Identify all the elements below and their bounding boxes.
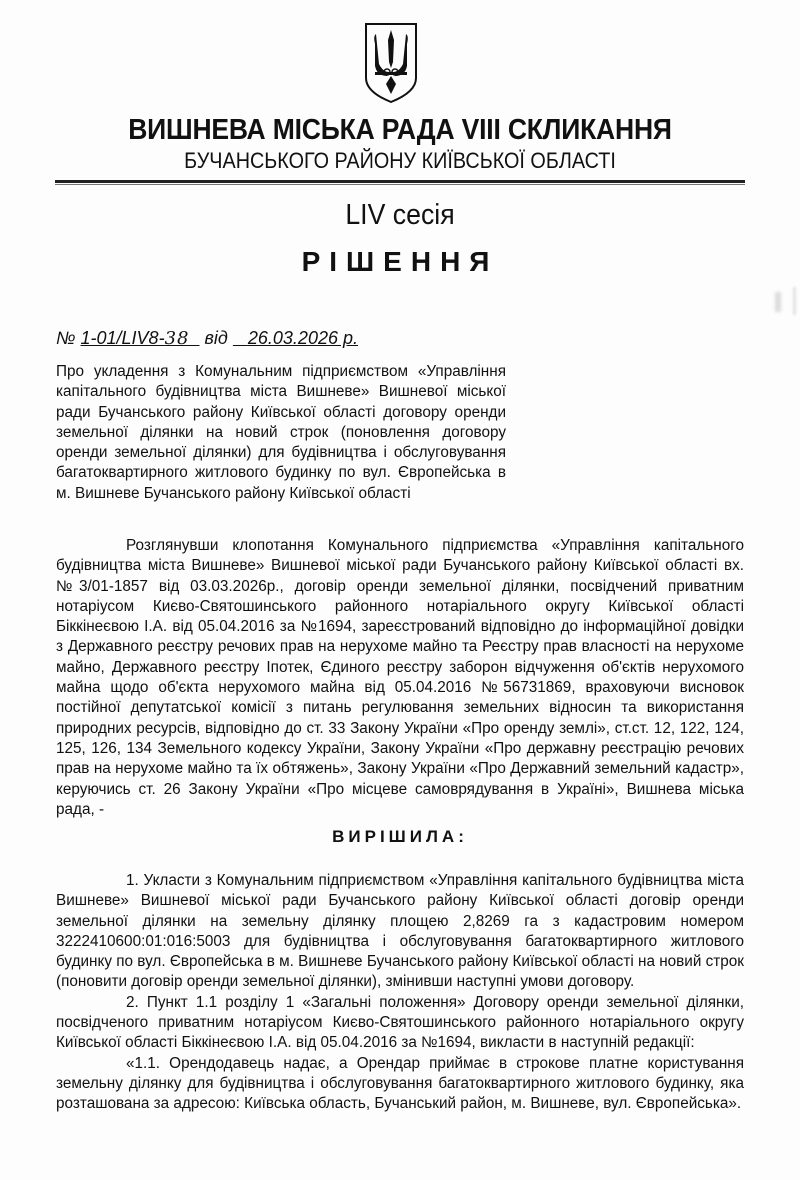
document-type-heading: РІШЕННЯ xyxy=(301,246,499,277)
resolution-item-1: 1. Укласти з Комунальним підприємством «Управління капітального будівництва міста Вишневе» Вишневої міської ради Бучанського району Київської області договір оренди земельної ділянки на земельну ділянку площею 2,8269 га з кадастровим номером 3222410600:01:016:5003 для будівництва і обслуговування багатоквартирного житлового будинку по вул. Європейська в м. Вишневе Бучанського району Київської області на новий строк (поновити договір оренди земельної ділянки), змінивши наступні умови договору. xyxy=(56,872,744,991)
resolution-items xyxy=(56,871,744,1115)
resolution-item-2-quote: «1.1. Орендодавець надає, а Орендар приймає в строкове платне користування земельну ділянку для будівництва і обслуговування багатоквартирного житлового будинку, яка розташована за адресою: Київська область, Бучанський район, м. Вишневе, вул. Європейська». xyxy=(56,1054,744,1113)
handwritten-number: 38 xyxy=(164,328,190,349)
resolved-heading: ВИРІШИЛА: xyxy=(332,827,468,846)
preamble-block xyxy=(56,536,744,820)
council-title: ВИШНЕВА МІСЬКА РАДА VIII СКЛИКАННЯ xyxy=(128,114,672,146)
scan-artifact xyxy=(775,292,781,312)
header-divider xyxy=(55,180,745,183)
scan-artifact xyxy=(793,287,796,315)
decision-subject: Про укладення з Комунальним підприємством «Управління капітального будівництва міста Вишневе» Вишневої міської ради Бучанського району Київської області договору оренди земельної ділянки на новий строк (поновлення договору оренди земельної ділянки) для будівництва і обслуговування багатоквартирного житлового будинку по вул. Європейська в м. Вишневе Бучанського району Київської області xyxy=(56,363,506,502)
trident-coat-of-arms-icon xyxy=(363,22,419,104)
decision-number-line xyxy=(56,327,358,350)
header-divider-thin xyxy=(55,184,745,185)
preamble-paragraph: Розглянувши клопотання Комунального підприємства «Управління капітального будівництва міста Вишневе» Вишневої міської ради Бучанського району Київської області вх.№3/01-1857 від 03.03.2026р., договір оренди земельної ділянки, посвідчений приватним нотаріусом Києво-Святошинського районного нотаріального округу Київської області Біккінеєвою І.А. від 05.04.2016 за №1694, зареєстрований відповідно до інформаційної довідки з Державного реєстру речових прав на нерухоме майно та Реєстру прав власності на нерухоме майно, Державного реєстру Іпотек, Єдиного реєстру заборон відчуження об'єктів нерухомого майна щодо об'єкта нерухомого майна від 05.04.2016 №56731869, враховуючи висновок постійної депутатської комісії з питань регулювання земельних відносин та використання природних ресурсів, відповідно до ст. 33 Закону України «Про оренду землі», ст.ст. 12, 122, 124, 125, 126, 134 Земельного кодексу України, Закону України «Про державну реєстрацію речових прав на нерухоме майно та їх обтяжень», Закону України «Про Державний земельний кадастр», керуючись ст. 26 Закону України «Про місцеве самоврядування в Україні», Вишнева міська рада, - xyxy=(56,537,744,818)
number-sign: № xyxy=(56,328,76,348)
from-label: від xyxy=(204,328,228,348)
session-label: LIV сесія xyxy=(345,199,455,231)
decision-number-code: 1-01/LIV8-38 xyxy=(80,328,190,349)
district-subtitle: БУЧАНСЬКОГО РАЙОНУ КИЇВСЬКОЇ ОБЛАСТІ xyxy=(184,148,616,173)
decision-date: 26.03.2026 р. xyxy=(247,328,358,348)
resolution-item-2: 2. Пункт 1.1 розділу 1 «Загальні положення» Договору оренди земельної ділянки, посвідченого приватним нотаріусом Києво-Святошинського районного нотаріального округу Київської області Біккінеєвою І.А. від 05.04.2016 за №1694, викласти в наступній редакції: xyxy=(56,993,744,1052)
